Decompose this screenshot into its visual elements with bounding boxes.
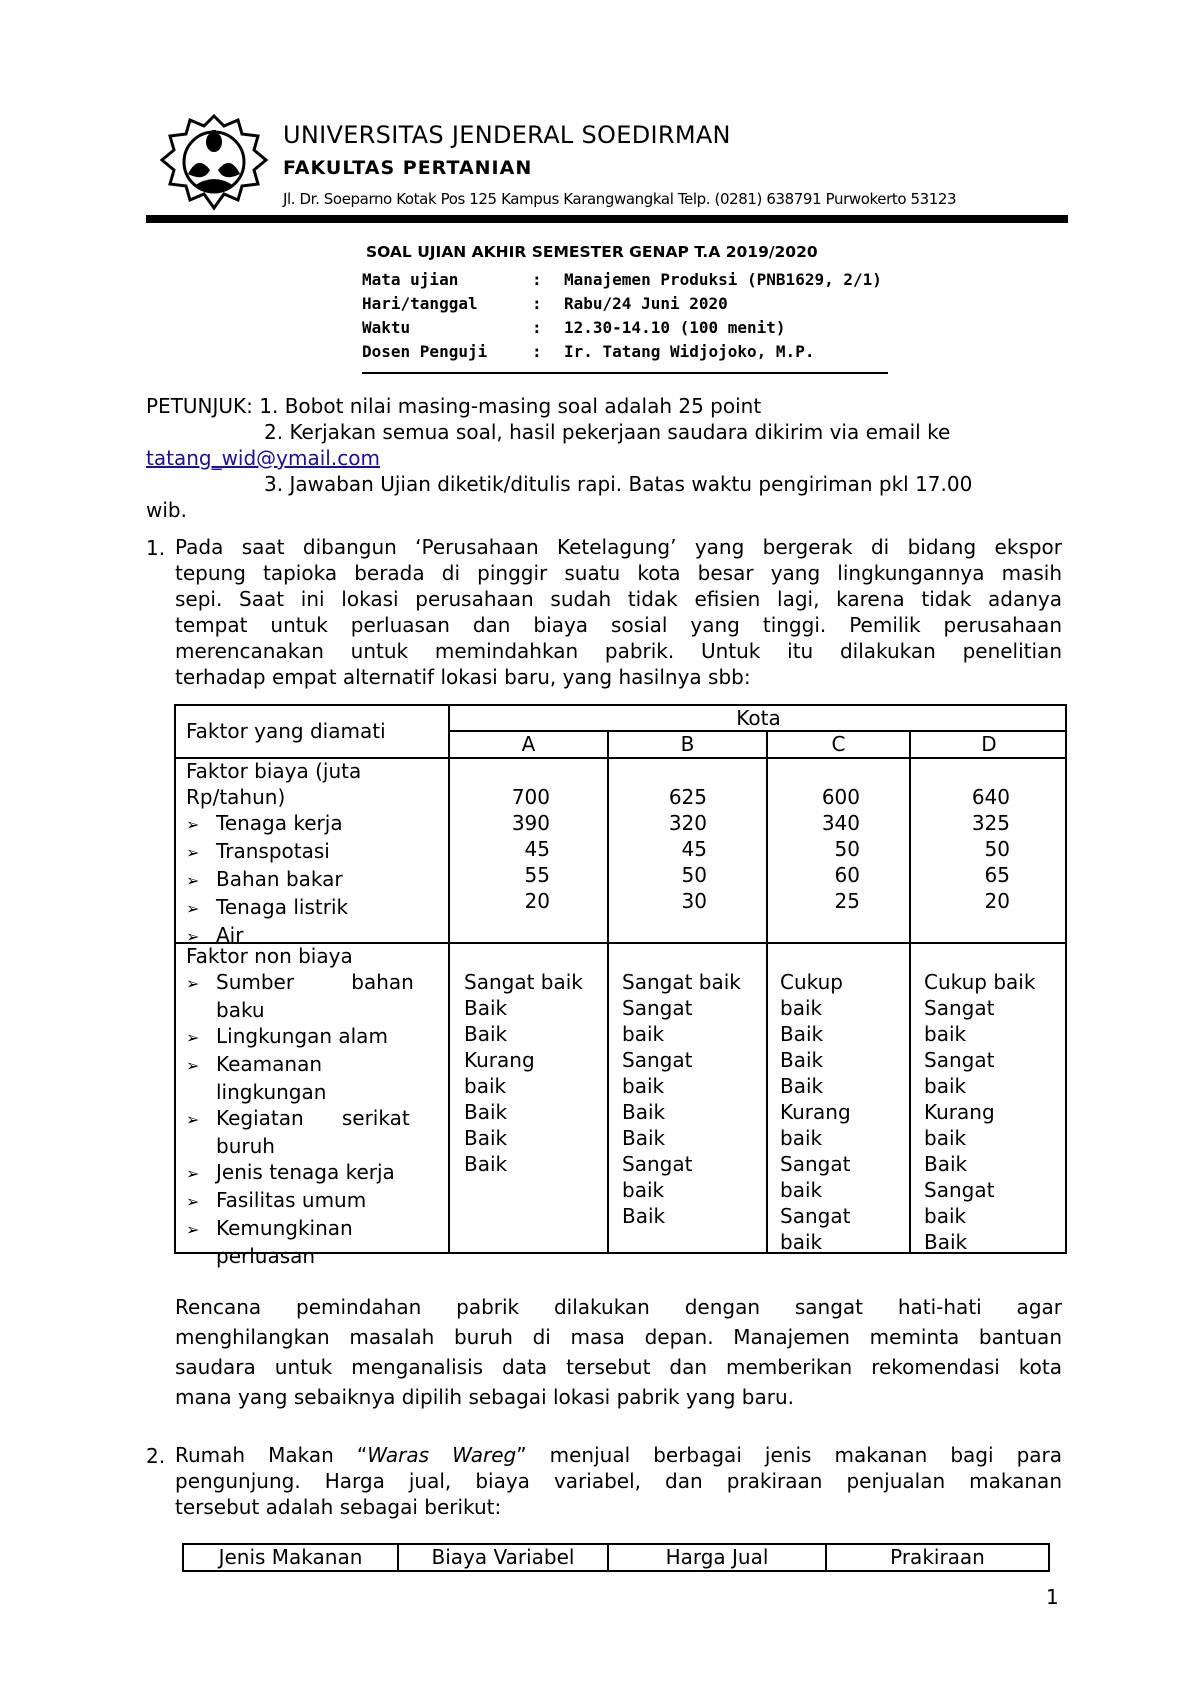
question-2-text: Rumah Makan “Waras Wareg” menjual berbagai jenis makanan bagi para pengunjung. Harga jual, biaya variabel, dan prakiraan penjualan makanan tersebut adalah sebagai berikut: [175, 1443, 1062, 1519]
arrow-bullet-icon: ➢ [186, 1164, 200, 1183]
city-header: C [831, 732, 846, 756]
email-link[interactable]: tatang_wid@ymail.com [146, 446, 380, 470]
exam-meta-block [362, 268, 882, 364]
exam-meta-row: Hari/tanggal : Rabu/24 Juni 2020 [362, 294, 728, 313]
arrow-bullet-icon: ➢ [186, 1220, 200, 1239]
location-factors-table [174, 704, 1067, 1268]
non-cost-values-city-c: Cukup baik Baik Baik Baik Kurang baik Sangat baik Sangat baik [780, 970, 851, 1254]
city-header: A [521, 732, 536, 756]
arrow-bullet-icon: ➢ [186, 1028, 200, 1047]
menu-items-table [182, 1543, 1050, 1572]
university-logo [158, 112, 270, 212]
instructions-line-2: 2. Kerjakan semua soal, hasil pekerjaan saudara dikirim via email ke [264, 420, 951, 444]
arrow-bullet-icon: ➢ [186, 1192, 200, 1211]
non-cost-values-city-d: Cukup baik Sangat baik Sangat baik Kurang baik Baik Sangat baik Baik [924, 970, 1036, 1254]
kota-header: Kota [736, 706, 781, 730]
exam-meta-row: Waktu : 12.30-14.10 (100 menit) [362, 318, 786, 337]
instructions-line-1: PETUNJUK: 1. Bobot nilai masing-masing soal adalah 25 point [146, 394, 762, 418]
arrow-bullet-icon: ➢ [186, 899, 200, 918]
non-cost-factor-section: Faktor non biaya ➢ Sumber bahan baku ➢ Lingkungan alam ➢ Keamanan lingkungan ➢ Kegiatan serikat buruh ➢ Jenis tenaga kerja ➢ Fasilitas umum ➢ Kemungkinan perluasan [186, 944, 414, 1268]
exam-title: SOAL UJIAN AKHIR SEMESTER GENAP T.A 2019/2020 [366, 243, 818, 261]
arrow-bullet-icon: ➢ [186, 1110, 200, 1129]
table-header: Jenis Makanan [184, 1545, 399, 1570]
cost-values-city-b: 625 320 45 50 30 [668, 785, 707, 913]
exam-meta-row: Mata ujian : Manajemen Produksi (PNB1629, 2/1) [362, 270, 882, 289]
table-header: Prakiraan [890, 1545, 985, 1569]
factor-header: Faktor yang diamati [186, 719, 386, 743]
faculty-address: Jl. Dr. Soeparno Kotak Pos 125 Kampus Karangwangkal Telp. (0281) 638791 Purwokerto 53123 [283, 190, 957, 208]
faculty-name: FAKULTAS PERTANIAN [283, 157, 533, 179]
table-header: Harga Jual [609, 1545, 827, 1570]
instructions-line-3: 3. Jawaban Ujian diketik/ditulis rapi. Batas waktu pengiriman pkl 17.00 [264, 472, 973, 496]
letterhead-divider [146, 215, 1068, 223]
exam-header-divider [362, 372, 888, 374]
arrow-bullet-icon: ➢ [186, 843, 200, 862]
cost-values-city-d: 640 325 50 65 20 [971, 785, 1010, 913]
page-number: 1 [1046, 1585, 1059, 1609]
question-1-conclusion: Rencana pemindahan pabrik dilakukan dengan sangat hati-hati agar menghilangkan masalah buruh di masa depan. Manajemen meminta bantuan saudara untuk menganalisis data tersebut dan memberikan rekomendasi kota mana yang sebaiknya dipilih sebagai lokasi pabrik yang baru. [175, 1295, 1062, 1409]
non-cost-values-city-a: Sangat baik Baik Baik Kurang baik Baik Baik Baik [464, 970, 583, 1176]
cost-factor-section: Faktor biaya (juta Rp/tahun) ➢ Tenaga kerja ➢ Transpotasi ➢ Bahan bakar ➢ Tenaga listrik ➢ Air [186, 758, 361, 950]
arrow-bullet-icon: ➢ [186, 927, 200, 946]
instructions-label: PETUNJUK: [146, 394, 253, 418]
table-header: Biaya Variabel [399, 1545, 609, 1570]
arrow-bullet-icon: ➢ [186, 871, 200, 890]
university-name: UNIVERSITAS JENDERAL SOEDIRMAN [283, 121, 731, 149]
cost-values-city-c: 600 340 50 60 25 [821, 785, 860, 913]
city-header: D [981, 732, 997, 756]
cost-values-city-a: 700 390 45 55 20 [511, 785, 550, 913]
instructions-line-4: wib. [146, 498, 187, 522]
non-cost-values-city-b: Sangat baik Sangat baik Sangat baik Baik Baik Sangat baik Baik [622, 970, 741, 1228]
exam-meta-row: Dosen Penguji : Ir. Tatang Widjojoko, M.P. [362, 342, 815, 361]
arrow-bullet-icon: ➢ [186, 1056, 200, 1075]
question-1-text: Pada saat dibangun ‘Perusahaan Ketelagung’ yang bergerak di bidang ekspor tepung tapioka berada di pinggir suatu kota besar yang lingkungannya masih sepi. Saat ini lokasi perusahaan sudah tidak efisien lagi, karena tidak adanya tempat untuk perluasan dan biaya sosial yang tinggi. Pemilik perusahaan merencanakan untuk memindahkan pabrik. Untuk itu dilakukan penelitian terhadap empat alternatif lokasi baru, yang hasilnya sbb: [175, 535, 1062, 689]
arrow-bullet-icon: ➢ [186, 974, 200, 993]
question-1-number: 1. [146, 536, 166, 560]
question-2-number: 2. [146, 1444, 166, 1468]
arrow-bullet-icon: ➢ [186, 815, 200, 834]
city-header: B [680, 732, 695, 756]
